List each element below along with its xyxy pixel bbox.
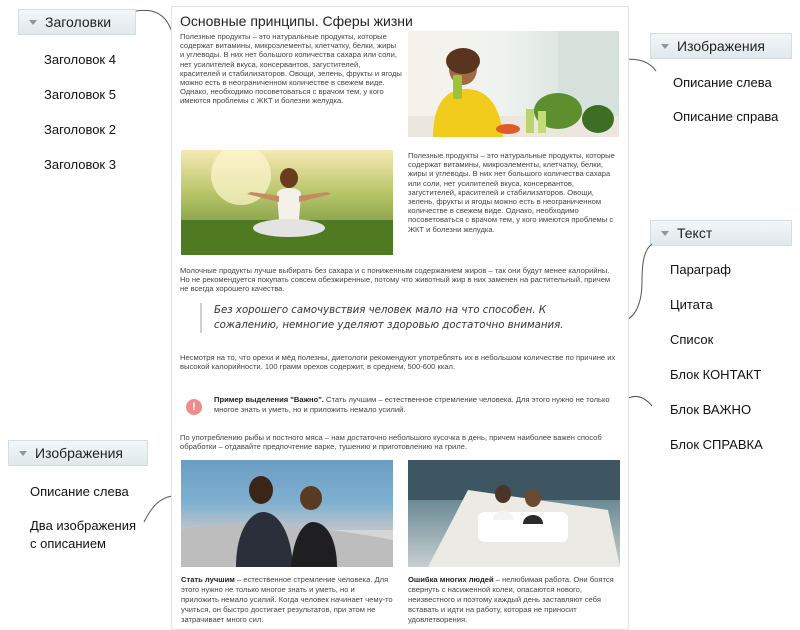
article-preview: [171, 6, 629, 630]
paragraph-right-of-image: Полезные продукты – это натуральные продукты, которые содержат витамины, микроэлементы, клетчатку, белки, жиры и углеводы. В них нет большого количества сахара или соли, нет усилителей вкуса, консервантов, загустителей, красителей и стабилизаторов. Овощи, зелень, фрукты и ягоды можно есть в неограниченном количестве в свежем виде. Однако, необходимо посоветоваться с врачом тем, у кого имеются проблемы с ЖКТ и болезни желудка.: [408, 151, 615, 234]
couple-in-car-image: [181, 460, 393, 567]
sidebar-item-image-left[interactable]: Описание слева: [673, 75, 772, 90]
sidebar-item-heading-5[interactable]: Заголовок 5: [44, 87, 116, 102]
important-block: [184, 395, 614, 415]
images-panel-bottom-title: Изображения: [35, 445, 123, 461]
paragraph-nuts: Несмотря на то, что орехи и мёд полезны, диетологи рекомендуют употреблять их в небольшом количестве по причине их высокой калорийности. 100 грамм орехов содержит, в среднем, 500-600 ккал.: [180, 353, 616, 372]
sidebar-item-contact-block[interactable]: Блок КОНТАКТ: [670, 367, 762, 382]
sidebar-item-quote[interactable]: Цитата: [670, 297, 713, 312]
caption-left: [181, 575, 393, 625]
yoga-meditation-image: [181, 150, 393, 255]
connector-line-headings: [136, 8, 176, 38]
paragraph-left-of-image: Полезные продукты – это натуральные продукты, которые содержат витамины, микроэлементы, клетчатку, белки, жиры и углеводы. В них нет большого количества сахара или соли, нет усилителей вкуса, консервантов, загустителей, красителей и стабилизаторов. Овощи, зелень, фрукты и ягоды можно есть в неограниченном количестве в свежем виде. Однако, необходимо посоветоваться с врачом тем, у кого имеются проблемы с ЖКТ и болезни желудка.: [180, 32, 402, 106]
sidebar-item-heading-3[interactable]: Заголовок 3: [44, 157, 116, 172]
sidebar-item-list[interactable]: Список: [670, 332, 714, 347]
sidebar-item-paragraph[interactable]: Параграф: [670, 262, 731, 277]
paragraph-fish: По употреблению рыбы и постного мяса – нам достаточно небольшого кусочка в день, причем наиболее важен способ обработки – отдавайте предпочтение варке, тушению и приготовлению на гриле.: [180, 433, 602, 452]
collapse-triangle-icon: [661, 44, 669, 49]
caption-right: [408, 575, 620, 625]
collapse-triangle-icon: [29, 20, 37, 25]
headings-panel-title: Заголовки: [45, 14, 112, 30]
headings-panel-header[interactable]: [18, 9, 136, 35]
caption-left-title: Стать лучшим: [181, 575, 235, 584]
sidebar-item-image-right[interactable]: Описание справа: [673, 109, 779, 124]
caption-left-body: – естественное стремление человека. Для этого нужно не только многое знать и уметь, но и приложить немало усилий. Когда человек начинает чему-то учиться, он быстро достигает результатов, при этом не затрачивает много сил.: [181, 575, 393, 624]
article-title: Основные принципы. Сферы жизни: [180, 13, 413, 29]
caption-right-title: Ошибка многих людей: [408, 575, 494, 584]
text-panel-header[interactable]: [650, 220, 792, 246]
important-text: [214, 395, 614, 415]
couple-on-boat-image: [408, 460, 620, 567]
images-panel-bottom-header[interactable]: [8, 440, 148, 466]
exclamation-icon: !: [186, 399, 202, 415]
sidebar-item-important-block[interactable]: Блок ВАЖНО: [670, 402, 752, 417]
important-title: Пример выделения "Важно".: [214, 395, 324, 404]
sidebar-item-image-left-bottom[interactable]: Описание слева: [30, 484, 129, 499]
sidebar-item-two-images[interactable]: Два изображения с описанием: [30, 518, 137, 551]
woman-drinking-juice-image: [408, 31, 619, 137]
collapse-triangle-icon: [661, 231, 669, 236]
caption-right-body: – нелюбимая работа. Они боятся свернуть с насиженной колеи, опасаются нового, неизвестного и поэтому каждый день заставляют себя вставать и идти на работу, которая не приносит удовлетворения.: [408, 575, 614, 624]
paragraph-dairy: Молочные продукты лучше выбирать без сахара и с пониженным содержанием жиров – так они будут менее калорийны. Но не рекомендуется покупать совсем обезжиренные, потому что животный жир в них заменен на растительный, причем не всегда хорошего качества.: [180, 266, 611, 294]
sidebar-item-heading-4[interactable]: Заголовок 4: [44, 52, 116, 67]
sidebar-item-reference-block[interactable]: Блок СПРАВКА: [670, 437, 763, 452]
text-panel-title: Текст: [677, 225, 713, 241]
images-panel-title: Изображения: [677, 38, 765, 54]
important-body: Стать лучшим – естественное стремление человека. Для этого нужно не только многое знать и уметь, но и приложить немало усилий.: [214, 395, 610, 414]
collapse-triangle-icon: [19, 451, 27, 456]
sidebar-item-heading-2[interactable]: Заголовок 2: [44, 122, 116, 137]
quote-block: Без хорошего самочувствия человек мало на что способен. К сожалению, немногие уделяют здоровью достаточно внимания.: [200, 303, 614, 333]
images-panel-header[interactable]: [650, 33, 792, 59]
